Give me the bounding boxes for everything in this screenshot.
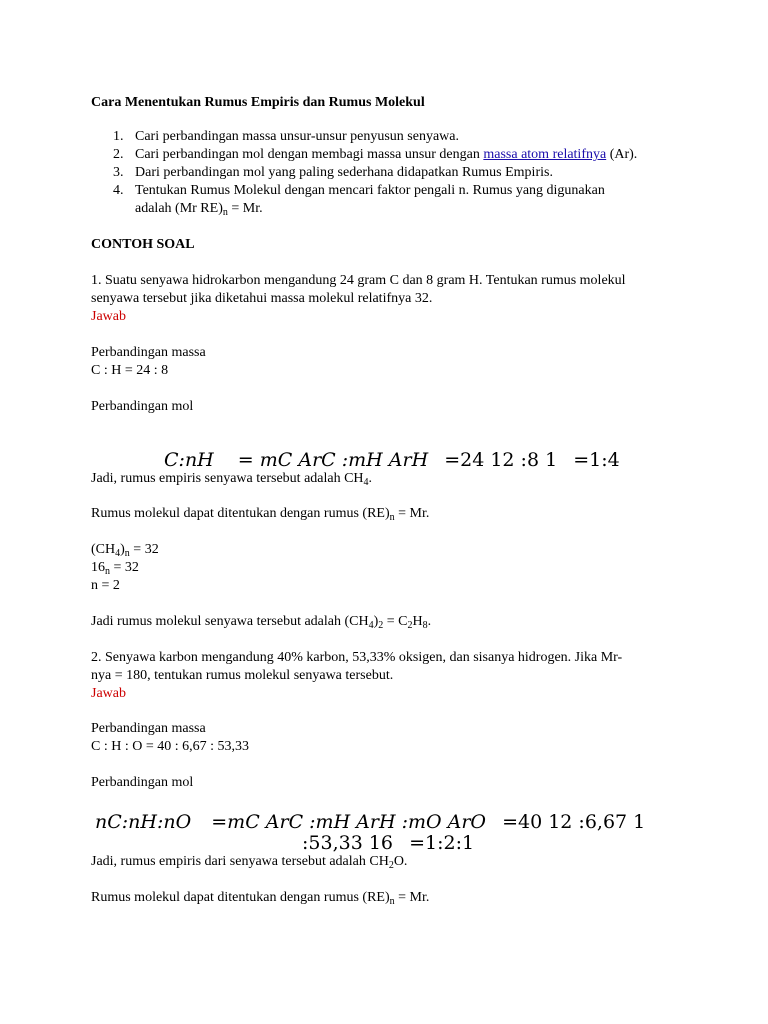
- formula-equals: =: [237, 449, 254, 471]
- soal1-empiris-statement: [91, 470, 372, 492]
- step-item-1: [91, 128, 637, 146]
- soal2-mol-formula-line1: [95, 811, 645, 833]
- subscript: n: [389, 896, 395, 907]
- soal1-jawab-label: Jawab: [91, 309, 126, 324]
- soal1-rumus-molekul-statement: [91, 505, 429, 527]
- step-text-line2-end: = Mr.: [227, 201, 263, 216]
- formula-values: 40 12 :6,67 1: [517, 811, 646, 833]
- text: Jadi, rumus empiris dari senyawa tersebut adalah CH: [91, 854, 389, 869]
- formula-mid: mC ArC :mH ArH :mO ArO: [227, 811, 487, 833]
- text: Jadi rumus molekul senyawa tersebut adalah (CH: [91, 614, 369, 629]
- subscript: n: [389, 512, 395, 523]
- formula-equals: =: [573, 449, 590, 471]
- text: H: [412, 614, 423, 629]
- step-text: Dari perbandingan mol yang paling sederhana didapatkan Rumus Empiris.: [135, 165, 553, 180]
- formula-equals: =: [502, 811, 518, 833]
- subscript: n: [124, 548, 130, 559]
- step-number: 4.: [113, 183, 124, 198]
- formula-values: 24 12 :8 1: [460, 449, 558, 471]
- soal2-massa-label: Perbandingan massa: [91, 721, 206, 736]
- text: Jadi, rumus empiris senyawa tersebut adalah CH: [91, 471, 364, 486]
- subscript: n: [222, 207, 228, 218]
- subscript: 8: [422, 620, 428, 631]
- step-number: 1.: [113, 129, 124, 144]
- soal1-final-statement: [91, 613, 431, 635]
- step-text-line1: Tentukan Rumus Molekul dengan mencari faktor pengali n. Rumus yang digunakan: [135, 183, 605, 198]
- step-text: Cari perbandingan massa unsur-unsur penyusun senyawa.: [135, 129, 459, 144]
- text: = Mr.: [394, 890, 430, 905]
- text: = 32: [110, 560, 139, 575]
- step-item-3: [91, 164, 637, 182]
- subscript: 2: [407, 620, 413, 631]
- soal1-massa-label: Perbandingan massa: [91, 345, 206, 360]
- step-text: Cari perbandingan mol dengan membagi massa unsur dengan: [135, 147, 484, 162]
- soal1-mol-label: Perbandingan mol: [91, 399, 194, 414]
- soal2-rumus-molekul-statement: [91, 889, 429, 911]
- text: = 32: [129, 542, 159, 557]
- formula-mid: mC ArC :mH ArH: [259, 449, 429, 471]
- soal2-mol-formula-line2: [302, 832, 474, 854]
- soal1-question-line2: senyawa tersebut jika diketahui massa molekul relatifnya 32.: [91, 291, 433, 306]
- text: .: [427, 614, 432, 629]
- soal1-question-line1: 1. Suatu senyawa hidrokarbon mengandung 24 gram C dan 8 gram H. Tentukan rumus molekul: [91, 273, 626, 288]
- text: ): [120, 542, 125, 557]
- subscript: 2: [388, 860, 394, 871]
- subscript: 2: [378, 620, 384, 631]
- formula-result: 1:2:1: [424, 832, 475, 854]
- steps-list: [91, 128, 637, 222]
- formula-equals: =: [409, 832, 425, 854]
- contoh-soal-heading: CONTOH SOAL: [91, 237, 195, 252]
- soal2-mol-label: Perbandingan mol: [91, 775, 194, 790]
- formula-lhs: C:nH: [164, 449, 214, 471]
- soal2-question-line1: 2. Senyawa karbon mengandung 40% karbon, 53,33% oksigen, dan sisanya hidrogen. Jika Mr-: [91, 650, 623, 665]
- soal2-jawab-label: Jawab: [91, 686, 126, 701]
- step-text-after: (Ar).: [606, 147, 638, 162]
- text: = Mr.: [394, 506, 430, 521]
- soal2-question-line2: nya = 180, tentukan rumus molekul senyawa tersebut.: [91, 668, 394, 683]
- step-number: 3.: [113, 165, 124, 180]
- text: (CH: [91, 542, 116, 557]
- formula-values-cont: :53,33 16: [302, 832, 394, 854]
- text: 16: [91, 560, 105, 575]
- formula-result: 1:4: [589, 449, 620, 471]
- text: Rumus molekul dapat ditentukan dengan rumus (RE): [91, 506, 390, 521]
- subscript: 4: [363, 477, 369, 488]
- soal2-massa-equation: C : H : O = 40 : 6,67 : 53,33: [91, 739, 250, 754]
- formula-lhs: nC:nH:nO: [95, 811, 192, 833]
- step-text-line2: adalah (Mr RE): [135, 201, 223, 216]
- soal2-empiris-statement: [91, 853, 407, 875]
- page-title: Cara Menentukan Rumus Empiris dan Rumus Molekul: [91, 95, 425, 110]
- text: O.: [393, 854, 408, 869]
- soal1-calc-line3: n = 2: [91, 578, 120, 593]
- formula-equals: =: [444, 449, 461, 471]
- text: = C: [383, 614, 408, 629]
- subscript: n: [105, 566, 110, 577]
- text: Rumus molekul dapat ditentukan dengan rumus (RE): [91, 890, 390, 905]
- soal1-mol-formula: [164, 449, 620, 471]
- formula-equals: =: [211, 811, 228, 833]
- step-item-4: [91, 182, 637, 222]
- text: .: [368, 471, 373, 486]
- step-number: 2.: [113, 147, 124, 162]
- text: ): [373, 614, 379, 629]
- subscript: 4: [115, 548, 121, 559]
- step-item-2: [91, 146, 637, 164]
- soal1-massa-equation: C : H = 24 : 8: [91, 363, 169, 378]
- subscript: 4: [368, 620, 374, 631]
- massa-atom-relatif-link[interactable]: massa atom relatifnya: [483, 147, 607, 162]
